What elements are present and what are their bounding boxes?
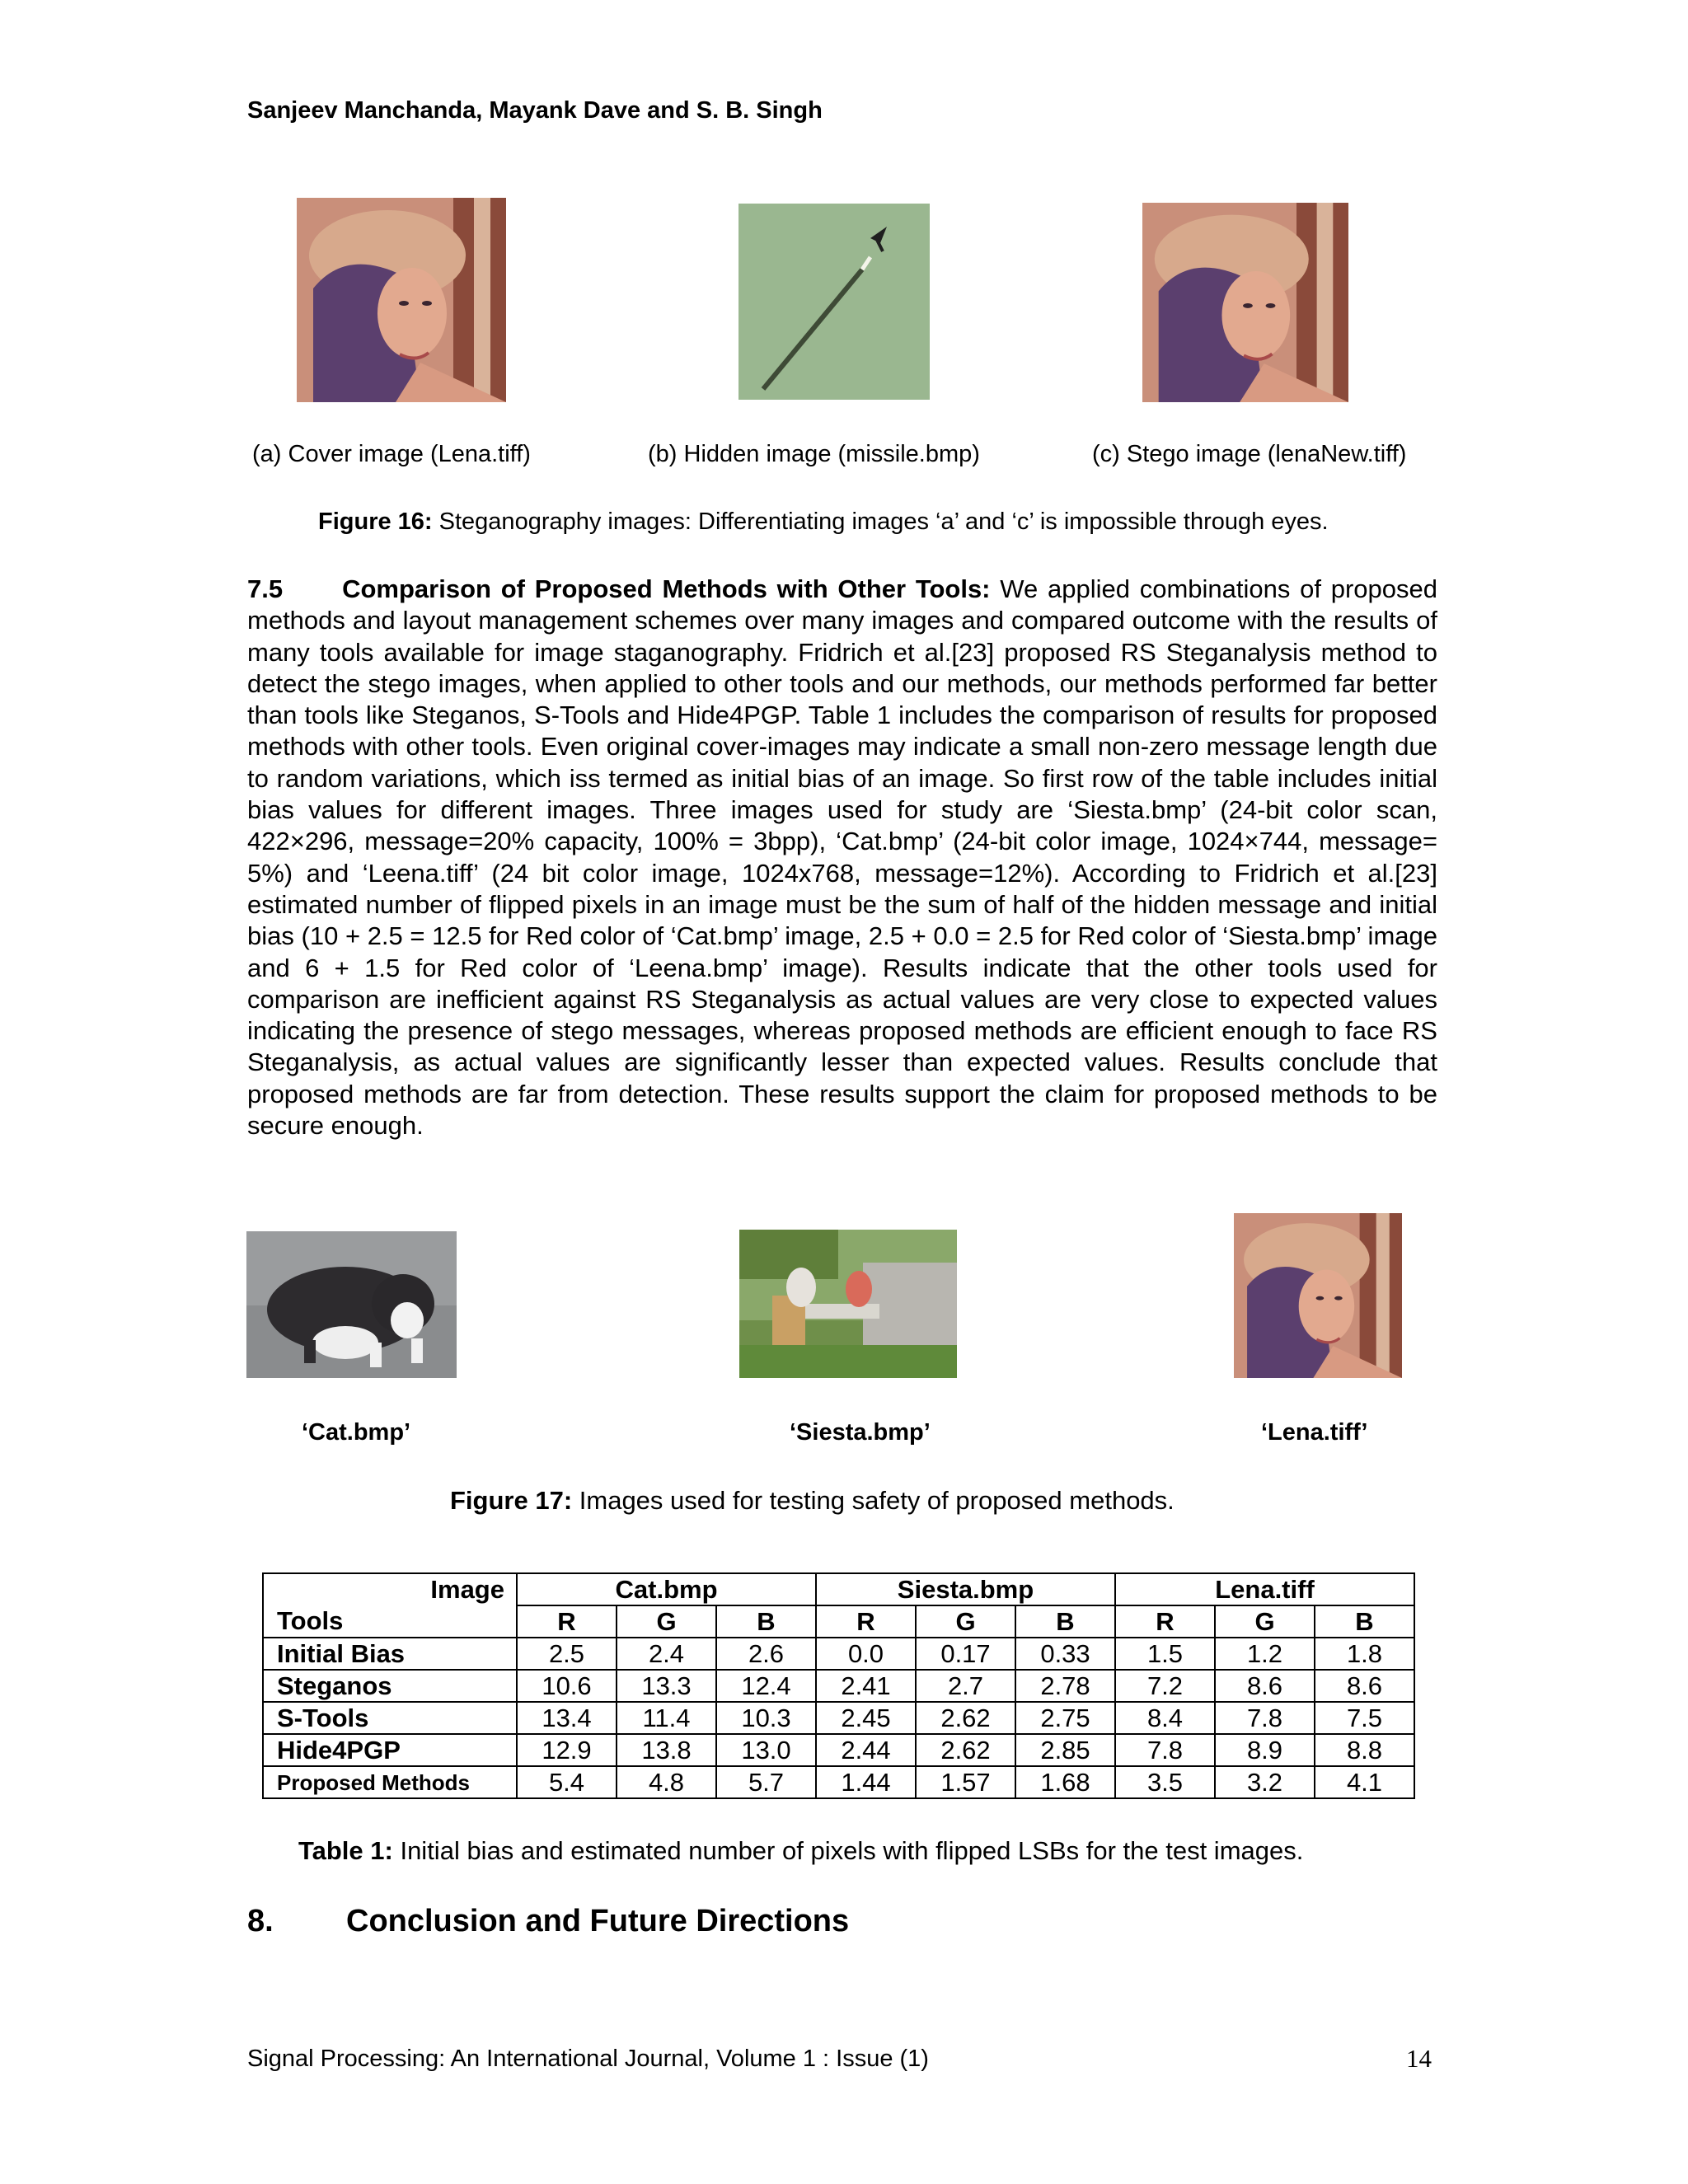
section-number: 7.5 — [247, 574, 284, 603]
table-row-label: Proposed Methods — [263, 1766, 517, 1798]
table-cell: 2.62 — [916, 1734, 1015, 1766]
table-cell: 2.7 — [916, 1670, 1015, 1702]
table-row — [263, 1670, 1414, 1702]
label-lena: ‘Lena.tiff’ — [1261, 1419, 1368, 1446]
table-cell: 3.2 — [1215, 1766, 1315, 1798]
figure16-label: Figure 16: — [318, 509, 433, 535]
siesta-image — [739, 1230, 957, 1378]
section-8-heading — [247, 1904, 849, 1939]
page-header-authors: Sanjeev Manchanda, Mayank Dave and S. B. Singh — [247, 97, 823, 124]
table-cell: 2.75 — [1015, 1702, 1115, 1734]
table-cell: 13.8 — [617, 1734, 716, 1766]
table-cell: 2.6 — [716, 1638, 816, 1670]
table-cell: 4.8 — [617, 1766, 716, 1798]
lena-cover-image — [297, 198, 506, 402]
section-7-5-paragraph — [247, 574, 1437, 1141]
table-cell: 1.57 — [916, 1766, 1015, 1798]
figure16-caption-a: (a) Cover image (Lena.tiff) — [252, 441, 531, 467]
table-cell: 8.9 — [1215, 1734, 1315, 1766]
table-cell: 2.45 — [816, 1702, 916, 1734]
table-cell: 7.8 — [1215, 1702, 1315, 1734]
table-corner-tools: Tools — [263, 1605, 517, 1638]
table-channel: B — [1015, 1605, 1115, 1638]
table-group-lena: Lena.tiff — [1115, 1573, 1414, 1605]
figure16-caption-c: (c) Stego image (lenaNew.tiff) — [1092, 441, 1407, 467]
lena-test-image — [1234, 1213, 1402, 1378]
table-cell: 3.5 — [1115, 1766, 1215, 1798]
table-cell: 12.4 — [716, 1670, 816, 1702]
figure17-caption — [450, 1486, 1175, 1516]
table-channel: B — [716, 1605, 816, 1638]
table-cell: 10.6 — [517, 1670, 617, 1702]
table-row-label: S-Tools — [263, 1702, 517, 1734]
figure17-text: Images used for testing safety of proposed methods. — [572, 1486, 1175, 1515]
table-cell: 2.5 — [517, 1638, 617, 1670]
table-cell: 0.0 — [816, 1638, 916, 1670]
table-channel: G — [617, 1605, 716, 1638]
table-cell: 7.5 — [1315, 1702, 1414, 1734]
table-cell: 4.1 — [1315, 1766, 1414, 1798]
section-8-title: Conclusion and Future Directions — [346, 1904, 850, 1938]
table-row-label: Hide4PGP — [263, 1734, 517, 1766]
table-cell: 2.44 — [816, 1734, 916, 1766]
table-corner-image: Image — [263, 1573, 517, 1605]
table-cell: 1.68 — [1015, 1766, 1115, 1798]
table-cell: 13.0 — [716, 1734, 816, 1766]
table-channel: R — [816, 1605, 916, 1638]
table-cell: 7.8 — [1115, 1734, 1215, 1766]
table1-caption — [298, 1836, 1303, 1866]
table-row-label: Steganos — [263, 1670, 517, 1702]
table-cell: 8.6 — [1215, 1670, 1315, 1702]
table-cell: 2.62 — [916, 1702, 1015, 1734]
table-row — [263, 1766, 1414, 1798]
section-body: We applied combinations of proposed methods and layout management schemes over many images and compared outcome with the results of many tools available for image staganography. Fridrich et al.[23] proposed RS Steganalysis method to detect the stego images, when applied to other tools and our methods, our methods performed far better than tools like Steganos, S-Tools and Hide4PGP. Table 1 includes the comparison of results for proposed methods with other tools. Even original cover-images may indicate a small non-zero message length due to random variations, which iss termed as initial bias of an image. So first row of the table includes initial bias values for different images. Three images used for study are ‘Siesta.bmp’ (24-bit color scan, 422×296, message=20% capacity, 100% = 3bpp), ‘Cat.bmp’ (24-bit color image, 1024×744, message= 5%) and ‘Leena.tiff’ (24 bit color image, 1024x768, message=12%). According to Fridrich et al.[23] estimated number of flipped pixels in an image must be the sum of half of the hidden message and initial bias (10 + 2.5 = 12.5 for Red color of ‘Cat.bmp’ image, 2.5 + 0.0 = 2.5 for Red color of ‘Siesta.bmp’ image and 6 + 1.5 for Red color of ‘Leena.bmp’ image). Results indicate that the other tools used for comparison are inefficient against RS Steganalysis as actual values are very close to expected values indicating the presence of stego messages, whereas proposed methods are efficient enough to face RS Steganalysis, as actual values are significantly lesser than expected values. Results conclude that proposed methods are far from detection. These results support the claim for proposed methods to be secure enough. — [247, 574, 1437, 1141]
table-channel: G — [1215, 1605, 1315, 1638]
figure16-text: Steganography images: Differentiating images ‘a’ and ‘c’ is impossible through eyes. — [432, 509, 1329, 535]
lena-stego-image — [1142, 203, 1348, 402]
table-cell: 8.6 — [1315, 1670, 1414, 1702]
table-cell: 1.44 — [816, 1766, 916, 1798]
table-cell: 2.4 — [617, 1638, 716, 1670]
table-cell: 1.5 — [1115, 1638, 1215, 1670]
table1-label: Table 1: — [298, 1836, 393, 1865]
table-row — [263, 1638, 1414, 1670]
table-cell: 8.8 — [1315, 1734, 1414, 1766]
table-cell: 7.2 — [1115, 1670, 1215, 1702]
figure17-label: Figure 17: — [450, 1486, 573, 1515]
results-table — [262, 1572, 1415, 1799]
figure16-caption — [318, 509, 1329, 536]
table-row-label: Initial Bias — [263, 1638, 517, 1670]
table-cell: 12.9 — [517, 1734, 617, 1766]
table-channel: G — [916, 1605, 1015, 1638]
table1-text: Initial bias and estimated number of pixels with flipped LSBs for the test images. — [392, 1836, 1304, 1865]
table-cell: 0.17 — [916, 1638, 1015, 1670]
table-cell: 11.4 — [617, 1702, 716, 1734]
table-cell: 13.4 — [517, 1702, 617, 1734]
section-8-number: 8. — [247, 1904, 274, 1938]
table-row — [263, 1702, 1414, 1734]
label-cat: ‘Cat.bmp’ — [302, 1419, 411, 1446]
table-cell: 1.2 — [1215, 1638, 1315, 1670]
table-cell: 13.3 — [617, 1670, 716, 1702]
table-cell: 0.33 — [1015, 1638, 1115, 1670]
table-group-cat: Cat.bmp — [517, 1573, 816, 1605]
label-siesta: ‘Siesta.bmp’ — [790, 1419, 931, 1446]
table-cell: 2.41 — [816, 1670, 916, 1702]
table-cell: 10.3 — [716, 1702, 816, 1734]
table-group-siesta: Siesta.bmp — [816, 1573, 1115, 1605]
section-title: Comparison of Proposed Methods with Other Tools: — [342, 574, 991, 603]
cat-image — [246, 1231, 457, 1378]
missile-hidden-image — [738, 204, 930, 400]
table-cell: 5.4 — [517, 1766, 617, 1798]
table-row — [263, 1734, 1414, 1766]
table-channel: R — [517, 1605, 617, 1638]
table-cell: 2.85 — [1015, 1734, 1115, 1766]
footer-journal: Signal Processing: An International Journal, Volume 1 : Issue (1) — [247, 2046, 929, 2072]
table-cell: 5.7 — [716, 1766, 816, 1798]
table-cell: 1.8 — [1315, 1638, 1414, 1670]
footer-page-number: 14 — [1406, 2044, 1432, 2073]
table-channel: B — [1315, 1605, 1414, 1638]
table-channel: R — [1115, 1605, 1215, 1638]
table-cell: 8.4 — [1115, 1702, 1215, 1734]
table-cell: 2.78 — [1015, 1670, 1115, 1702]
figure16-caption-b: (b) Hidden image (missile.bmp) — [648, 441, 980, 467]
